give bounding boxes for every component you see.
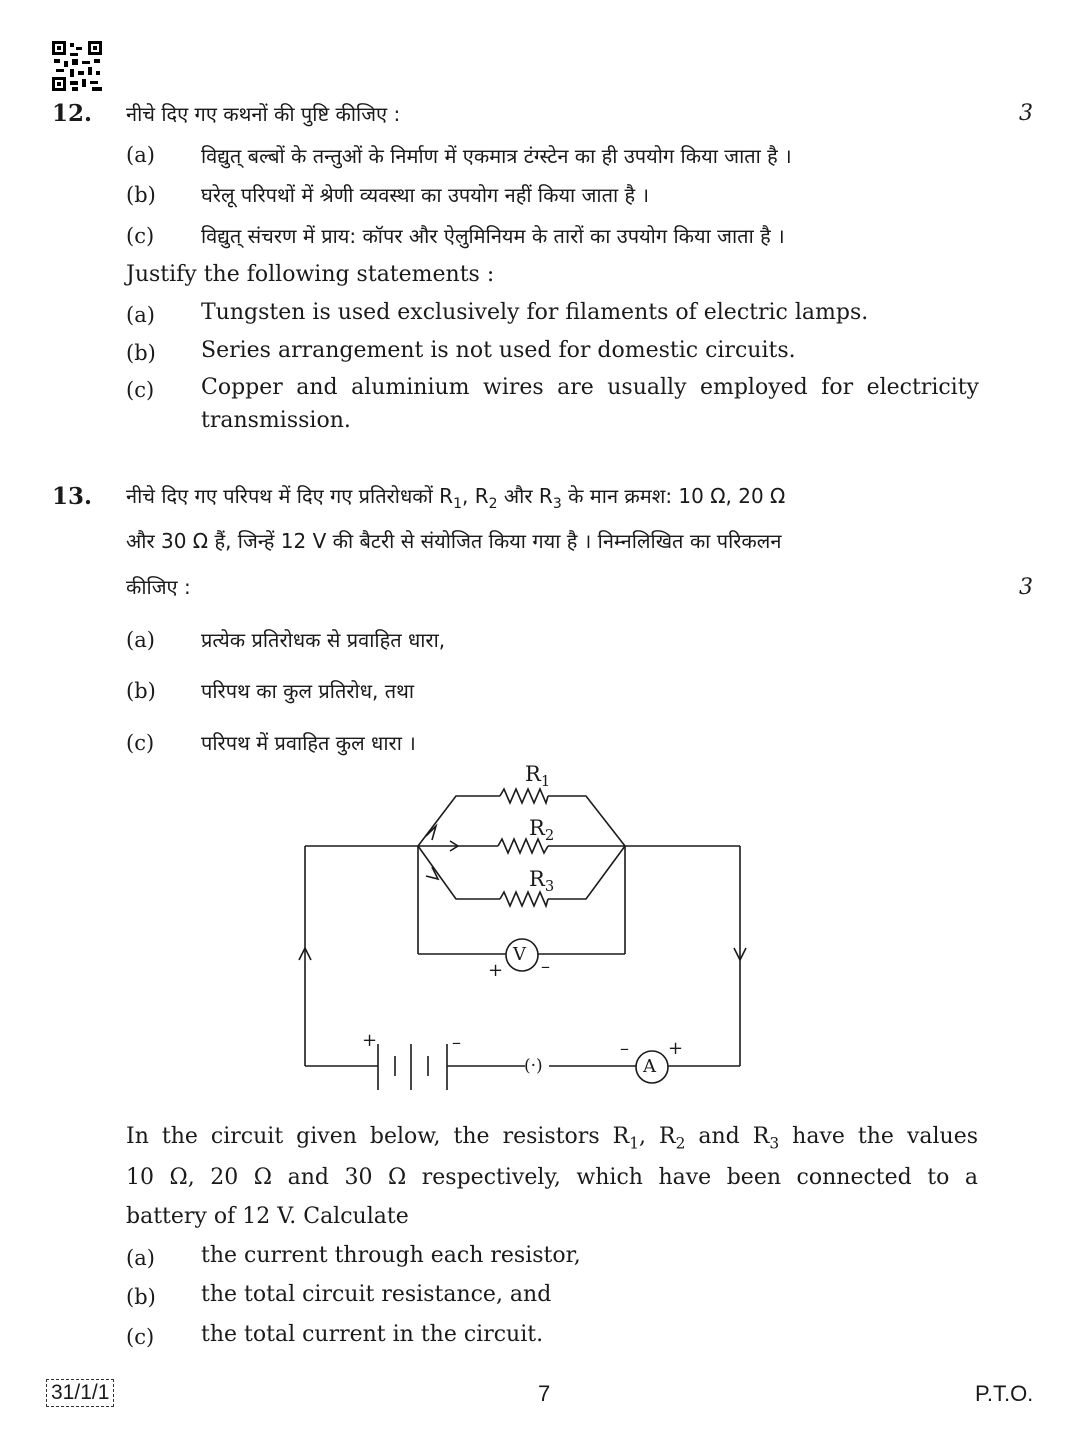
voltmeter-plus: + <box>488 960 504 981</box>
q12-english-c-text-cont: transmission. <box>201 408 351 433</box>
q12-english-stem: Justify the following statements : <box>126 262 495 287</box>
ammeter-label: A <box>643 1056 656 1077</box>
key-symbol: (·) <box>524 1056 543 1076</box>
q12-hindi-a-text: विद्युत् बल्बों के तन्तुओं के निर्माण में एकमात्र टंग्स्टेन का ही उपयोग किया जाता है । <box>201 144 792 168</box>
q12-english-a-text: Tungsten is used exclusively for filaments of electric lamps. <box>201 300 869 325</box>
q13-hindi-a-label: (a) <box>126 628 155 652</box>
q12-hindi-b-label: (b) <box>126 183 156 207</box>
q13-hindi-b-text: परिपथ का कुल प्रतिरोध, तथा <box>201 679 415 703</box>
circuit-label-r1: $R_1$ <box>525 762 551 791</box>
battery-plus: + <box>362 1030 378 1051</box>
q13-english-a-text: the current through each resistor, <box>201 1243 581 1268</box>
q13-marks: 3 <box>1019 575 1033 600</box>
q13-hindi-stem-line2: और 30 Ω हैं, जिन्हें 12 V की बैटरी से संयोजित किया गया है । निम्नलिखित का परिकलन <box>126 529 782 553</box>
q13-hindi-stem-line1: नीचे दिए गए परिपथ में दिए गए प्रतिरोधकों $R_1$, $R_2$ और $R_3$ के मान क्रमश: 10 Ω, 20 Ω <box>126 484 786 512</box>
q13-english-b-text: the total circuit resistance, and <box>201 1282 552 1307</box>
ammeter-plus: + <box>668 1038 684 1059</box>
q13-english-stem-line2: 10 Ω, 20 Ω and 30 Ω respectively, which have been connected to a <box>126 1165 978 1190</box>
q13-hindi-c-text: परिपथ में प्रवाहित कुल धारा । <box>201 731 416 755</box>
q12-number: 12. <box>52 100 93 127</box>
q13-hindi-stem-line3: कीजिए : <box>126 575 191 599</box>
q13-english-a-label: (a) <box>126 1246 155 1270</box>
battery-minus: – <box>452 1032 461 1053</box>
q13-number: 13. <box>52 483 93 510</box>
q12-english-c-text: Copper and aluminium wires are usually employed for electricity <box>201 375 979 400</box>
q13-english-b-label: (b) <box>126 1285 156 1309</box>
q13-english-stem-line3: battery of 12 V. Calculate <box>126 1204 409 1229</box>
q13-hindi-c-label: (c) <box>126 731 155 755</box>
voltmeter-label: V <box>513 944 526 965</box>
q13-hindi-b-label: (b) <box>126 679 156 703</box>
pto-label: P.T.O. <box>975 1381 1034 1406</box>
q13-english-stem-line1: In the circuit given below, the resistors $R_1$, $R_2$ and $R_3$ have the values <box>126 1124 979 1153</box>
q12-hindi-c-label: (c) <box>126 224 155 248</box>
circuit-label-r2: $R_2$ <box>529 816 555 845</box>
q12-hindi-c-text: विद्युत् संचरण में प्राय: कॉपर और ऐलुमिनियम के तारों का उपयोग किया जाता है । <box>201 224 785 248</box>
q12-english-c-label: (c) <box>126 378 155 402</box>
q12-marks: 3 <box>1019 101 1033 126</box>
q12-english-b-text: Series arrangement is not used for domestic circuits. <box>201 338 796 363</box>
circuit-label-r3: $R_3$ <box>529 867 555 896</box>
q12-english-b-label: (b) <box>126 341 156 365</box>
q13-english-c-label: (c) <box>126 1325 155 1349</box>
ammeter-minus: – <box>620 1038 629 1059</box>
q12-hindi-stem: नीचे दिए गए कथनों की पुष्टि कीजिए : <box>126 102 401 126</box>
q12-hindi-a-label: (a) <box>126 143 155 167</box>
page-number: 7 <box>538 1381 551 1406</box>
q13-hindi-a-text: प्रत्येक प्रतिरोधक से प्रवाहित धारा, <box>201 628 446 652</box>
q12-english-a-label: (a) <box>126 303 155 327</box>
voltmeter-minus: – <box>541 956 550 977</box>
q13-english-c-text: the total current in the circuit. <box>201 1322 544 1347</box>
q12-hindi-b-text: घरेलू परिपथों में श्रेणी व्यवस्था का उपयोग नहीं किया जाता है । <box>201 183 650 207</box>
paper-code: 31/1/1 <box>46 1379 114 1407</box>
